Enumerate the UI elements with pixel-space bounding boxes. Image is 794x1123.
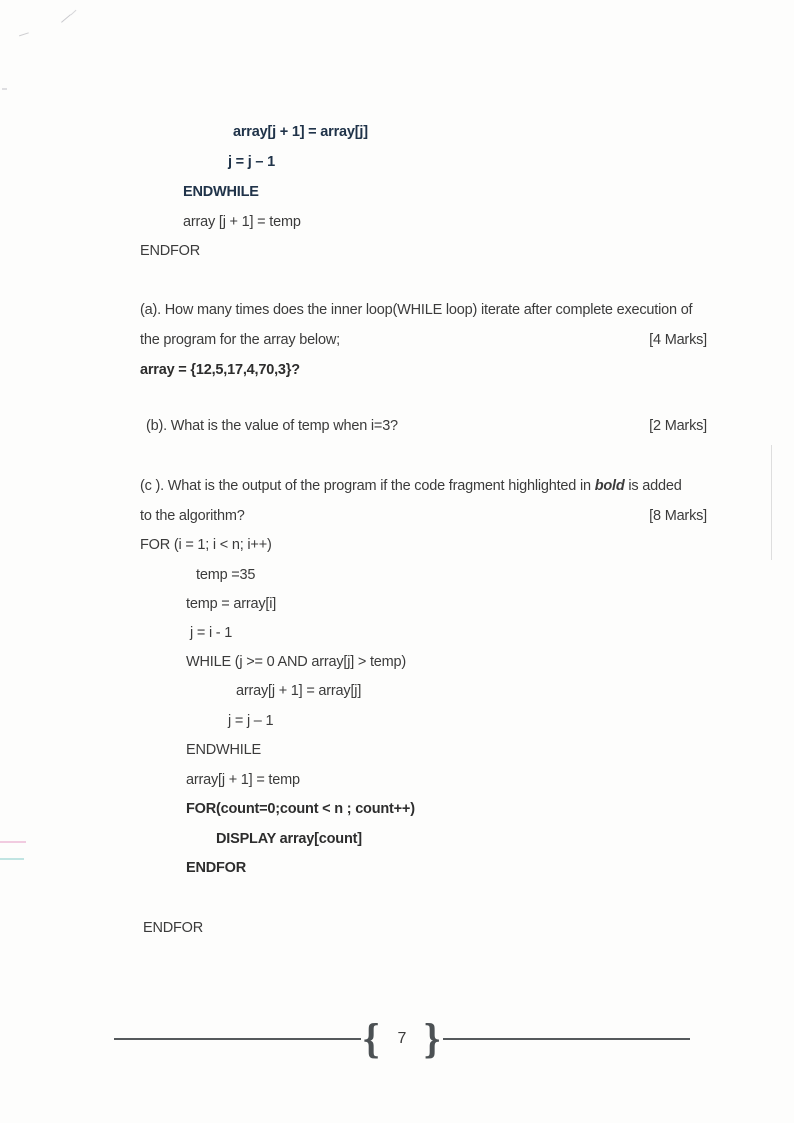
question-c-text-line1 [140,476,682,496]
question-c-text-pre: (c ). What is the output of the program if the code fragment highlighted in [140,478,595,494]
question-a-text-line1: (a). How many times does the inner loop(WHILE loop) iterate after complete execution of [140,302,693,318]
c-code-decrement: j = j – 1 [228,713,274,729]
page-number: 7 [397,1030,407,1047]
question-b-text: (b). What is the value of temp when i=3? [146,418,398,434]
scan-edge-vertical-line [771,445,772,560]
scan-edge-pink-line [0,841,26,843]
c-code-bold-display: DISPLAY array[count] [216,831,362,847]
c-code-j-assign: j = i - 1 [190,625,233,641]
question-a-marks: [4 Marks] [649,332,707,348]
c-code-temp-assign: temp = array[i] [186,596,277,612]
c-code-bold-for: FOR(count=0;count < n ; count++) [186,801,415,817]
c-code-while-header: WHILE (j >= 0 AND array[j] > temp) [186,654,407,670]
footer-rule-right [443,1038,690,1040]
c-code-bold-endfor: ENDFOR [186,860,247,876]
question-a-array-values: array = {12,5,17,4,70,3}? [140,362,300,378]
pencil-mark [71,10,77,15]
c-code-temp-35: temp =35 [196,567,256,583]
question-c-bold-word: bold [594,478,625,494]
scan-edge-cyan-line [0,858,24,860]
question-b-marks: [2 Marks] [649,418,707,434]
footer-brace-right: } [423,1016,442,1061]
code-line-shift: array[j + 1] = array[j] [233,124,368,140]
c-code-shift: array[j + 1] = array[j] [236,683,362,699]
c-code-endwhile: ENDWHILE [186,742,261,758]
question-c-text-post: is added [624,478,682,494]
scan-smudge [2,88,7,90]
c-code-outer-endfor: ENDFOR [143,920,204,936]
c-code-for-header: FOR (i = 1; i < n; i++) [140,537,272,553]
code-line-insert: array [j + 1] = temp [183,214,301,230]
code-line-decrement: j = j – 1 [228,154,275,170]
code-line-endwhile: ENDWHILE [183,184,259,200]
pencil-mark [17,27,29,37]
footer-brace-left: { [362,1016,381,1061]
page-footer [114,1018,690,1060]
question-c-text-line2: to the algorithm? [140,508,245,524]
footer-rule-left [114,1038,361,1040]
pencil-mark [61,14,71,22]
code-line-endfor: ENDFOR [140,243,201,259]
question-a-text-line2: the program for the array below; [140,332,340,348]
question-c-marks: [8 Marks] [649,508,707,524]
c-code-insert: array[j + 1] = temp [186,772,300,788]
